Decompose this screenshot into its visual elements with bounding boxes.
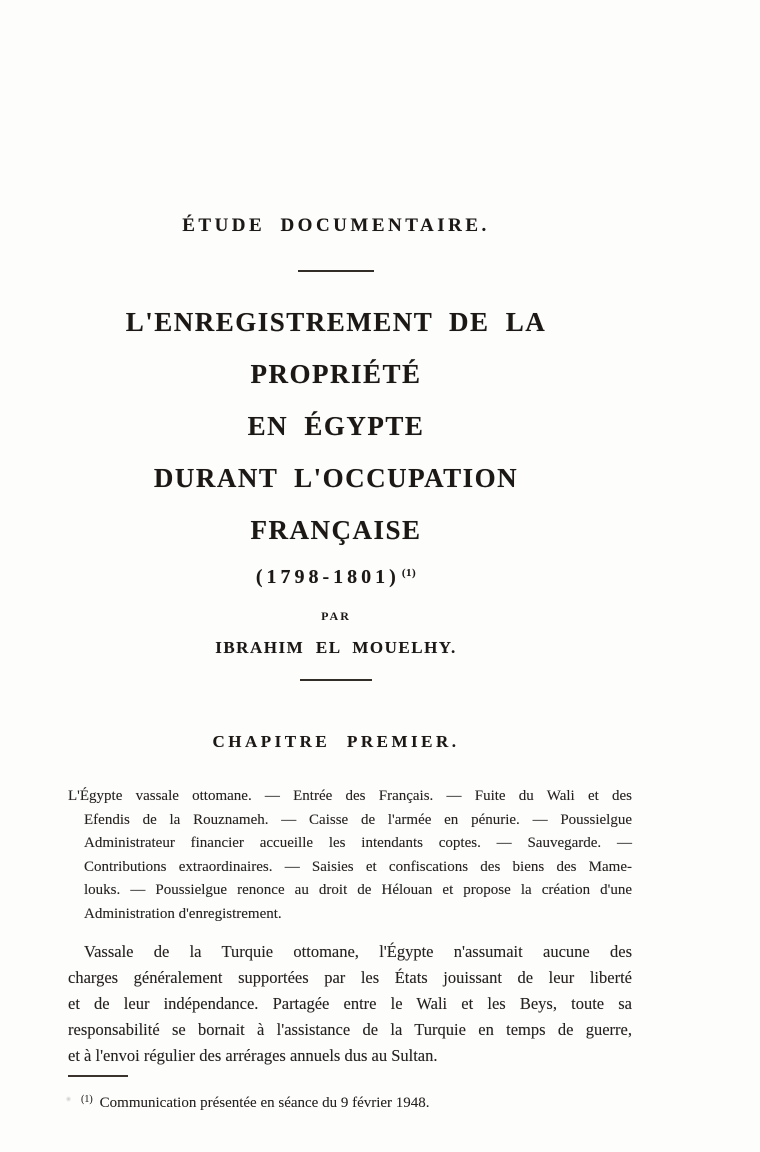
summary-line: Administrateur financier accueille les intendants coptes. — Sauvegarde. — — [84, 835, 632, 851]
summary-line: Contributions extraordinaires. — Saisies et confiscations des biens des Mame- — [84, 858, 632, 875]
summary-line: louks. — Poussielgue renonce au droit de Hélouan et propose la création d'une — [84, 882, 632, 898]
years-text: (1798-1801) — [255, 566, 400, 588]
heading-stack — [68, 214, 632, 753]
ornament-rule-author — [300, 679, 372, 681]
body-paragraph — [68, 939, 632, 1069]
byline-par: PAR — [321, 609, 351, 623]
article-title-line-2: EN ÉGYPTE — [247, 411, 425, 441]
chapter-summary — [68, 785, 632, 926]
title-years — [68, 561, 604, 589]
chapter-heading: CHAPITRE PREMIER. — [212, 732, 460, 751]
article-title — [68, 296, 604, 556]
summary-line: Efendis de la Rouznameh. — Caisse de l'armée en pénurie. — Poussielgue — [84, 811, 632, 828]
footnote-marker: (1) — [81, 1094, 93, 1105]
article-title-line-1: L'ENREGISTREMENT DE LA PROPRIÉTÉ — [125, 307, 547, 389]
summary-line: L'Égypte vassale ottomane. — Entrée des Français. — Fuite du Wali et des — [68, 788, 632, 804]
section-kicker: ÉTUDE DOCUMENTAIRE. — [182, 215, 490, 236]
body-line: responsabilité se bornait à l'assistance de la Turquie en temps de guerre, — [68, 1020, 632, 1039]
ornament-rule-top — [298, 270, 374, 272]
article-title-line-3: DURANT L'OCCUPATION FRANÇAISE — [153, 463, 519, 545]
body-line: charges généralement supportées par les États jouissant de leur liberté — [68, 968, 632, 987]
footnote — [68, 1090, 632, 1113]
author-name: IBRAHIM EL MOUELHY. — [215, 638, 457, 657]
body-line: Vassale de la Turquie ottomane, l'Égypte n'assumait aucune des — [84, 942, 632, 961]
body-line: et de leur indépendance. Partagée entre le Wali et les Beys, toute sa — [68, 994, 632, 1013]
body-line: et à l'envoi régulier des arrérages annuels dus au Sultan. — [68, 1046, 438, 1065]
footnote-rule — [68, 1075, 128, 1077]
title-footnote-marker: (1) — [401, 567, 417, 579]
footnote-text: Communication présentée en séance du 9 février 1948. — [99, 1095, 430, 1111]
scan-speck — [66, 1096, 71, 1102]
summary-line: Administration d'enregistrement. — [84, 905, 282, 922]
